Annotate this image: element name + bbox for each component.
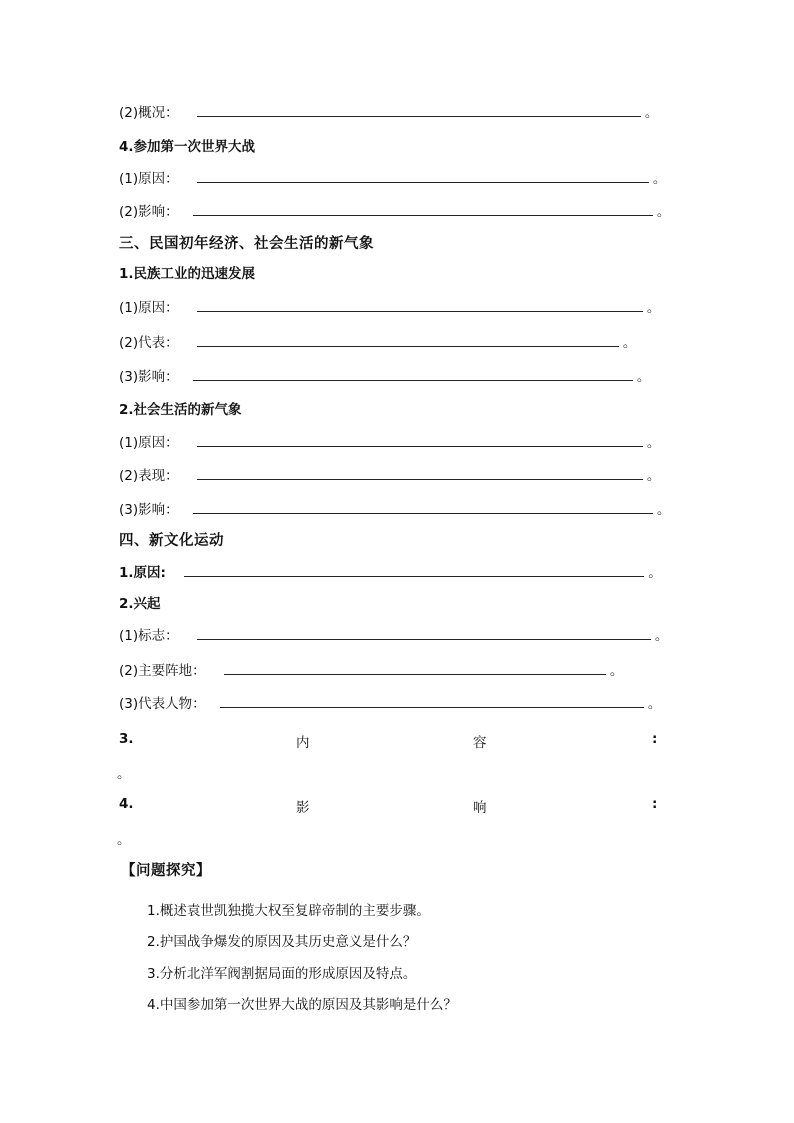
blank-field[interactable] [197, 627, 651, 640]
question-2: 2.护国战争爆发的原因及其历史意义是什么？ [147, 934, 417, 950]
item-3-colon: : [652, 731, 658, 747]
heading-ww1: 4.参加第一次世界大战 [119, 139, 256, 155]
heading-industry: 1.民族工业的迅速发展 [119, 266, 256, 282]
line-rise-people: (3)代表人物： 。 [119, 696, 662, 712]
blank-field[interactable] [193, 368, 633, 381]
line-social-cause: (1)原因： 。 [119, 435, 661, 451]
line-industry-rep: (2)代表： 。 [119, 335, 637, 351]
question-3: 3.分析北洋军阀割据局面的形成原因及特点。 [147, 966, 417, 982]
line-ww1-impact: (2)影响： 。 [119, 204, 671, 220]
blank-field[interactable] [197, 170, 649, 183]
line-rise-mark: (1)标志： 。 [119, 628, 669, 644]
blank-field[interactable] [197, 467, 643, 480]
item-3-number: 3. [119, 731, 134, 747]
line-social-impact: (3)影响： 。 [119, 502, 671, 518]
blank-field[interactable] [197, 334, 619, 347]
item-4-colon: : [652, 796, 658, 812]
line-industry-cause: (1)原因： 。 [119, 300, 661, 316]
blank-field[interactable] [193, 501, 653, 514]
item-3-period: 。 [117, 766, 131, 782]
blank-field[interactable] [197, 299, 643, 312]
item-3-char-a: 内 [296, 735, 310, 751]
line-industry-impact: (3)影响： 。 [119, 369, 651, 385]
item-4-char-a: 影 [296, 800, 310, 816]
heading-rise: 2.兴起 [119, 596, 161, 612]
line-social-show: (2)表现： 。 [119, 468, 661, 484]
blank-field[interactable] [224, 662, 606, 675]
line-culture-cause: 1.原因: 。 [119, 565, 662, 581]
blank-field[interactable] [197, 104, 641, 117]
item-4-period: 。 [117, 832, 131, 848]
section-four-title: 四、新文化运动 [119, 533, 224, 549]
blank-field[interactable] [220, 695, 644, 708]
blank-field[interactable] [184, 564, 644, 577]
blank-field[interactable] [193, 203, 653, 216]
section-three-title: 三、民国初年经济、社会生活的新气象 [119, 236, 374, 252]
line-ww1-cause: (1)原因： 。 [119, 171, 667, 187]
heading-social: 2.社会生活的新气象 [119, 402, 242, 418]
question-1: 1.概述袁世凯独揽大权至复辟帝制的主要步骤。 [147, 903, 430, 919]
blank-field[interactable] [197, 434, 643, 447]
item-4-char-b: 响 [473, 800, 487, 816]
item-4-number: 4. [119, 796, 134, 812]
line-overview: (2)概况： 。 [119, 105, 659, 121]
inquiry-title: 【问题探究】 [121, 863, 211, 879]
line-rise-base: (2)主要阵地： 。 [119, 663, 624, 679]
item-3-char-b: 容 [473, 735, 487, 751]
question-4: 4.中国参加第一次世界大战的原因及其影响是什么？ [147, 997, 457, 1013]
